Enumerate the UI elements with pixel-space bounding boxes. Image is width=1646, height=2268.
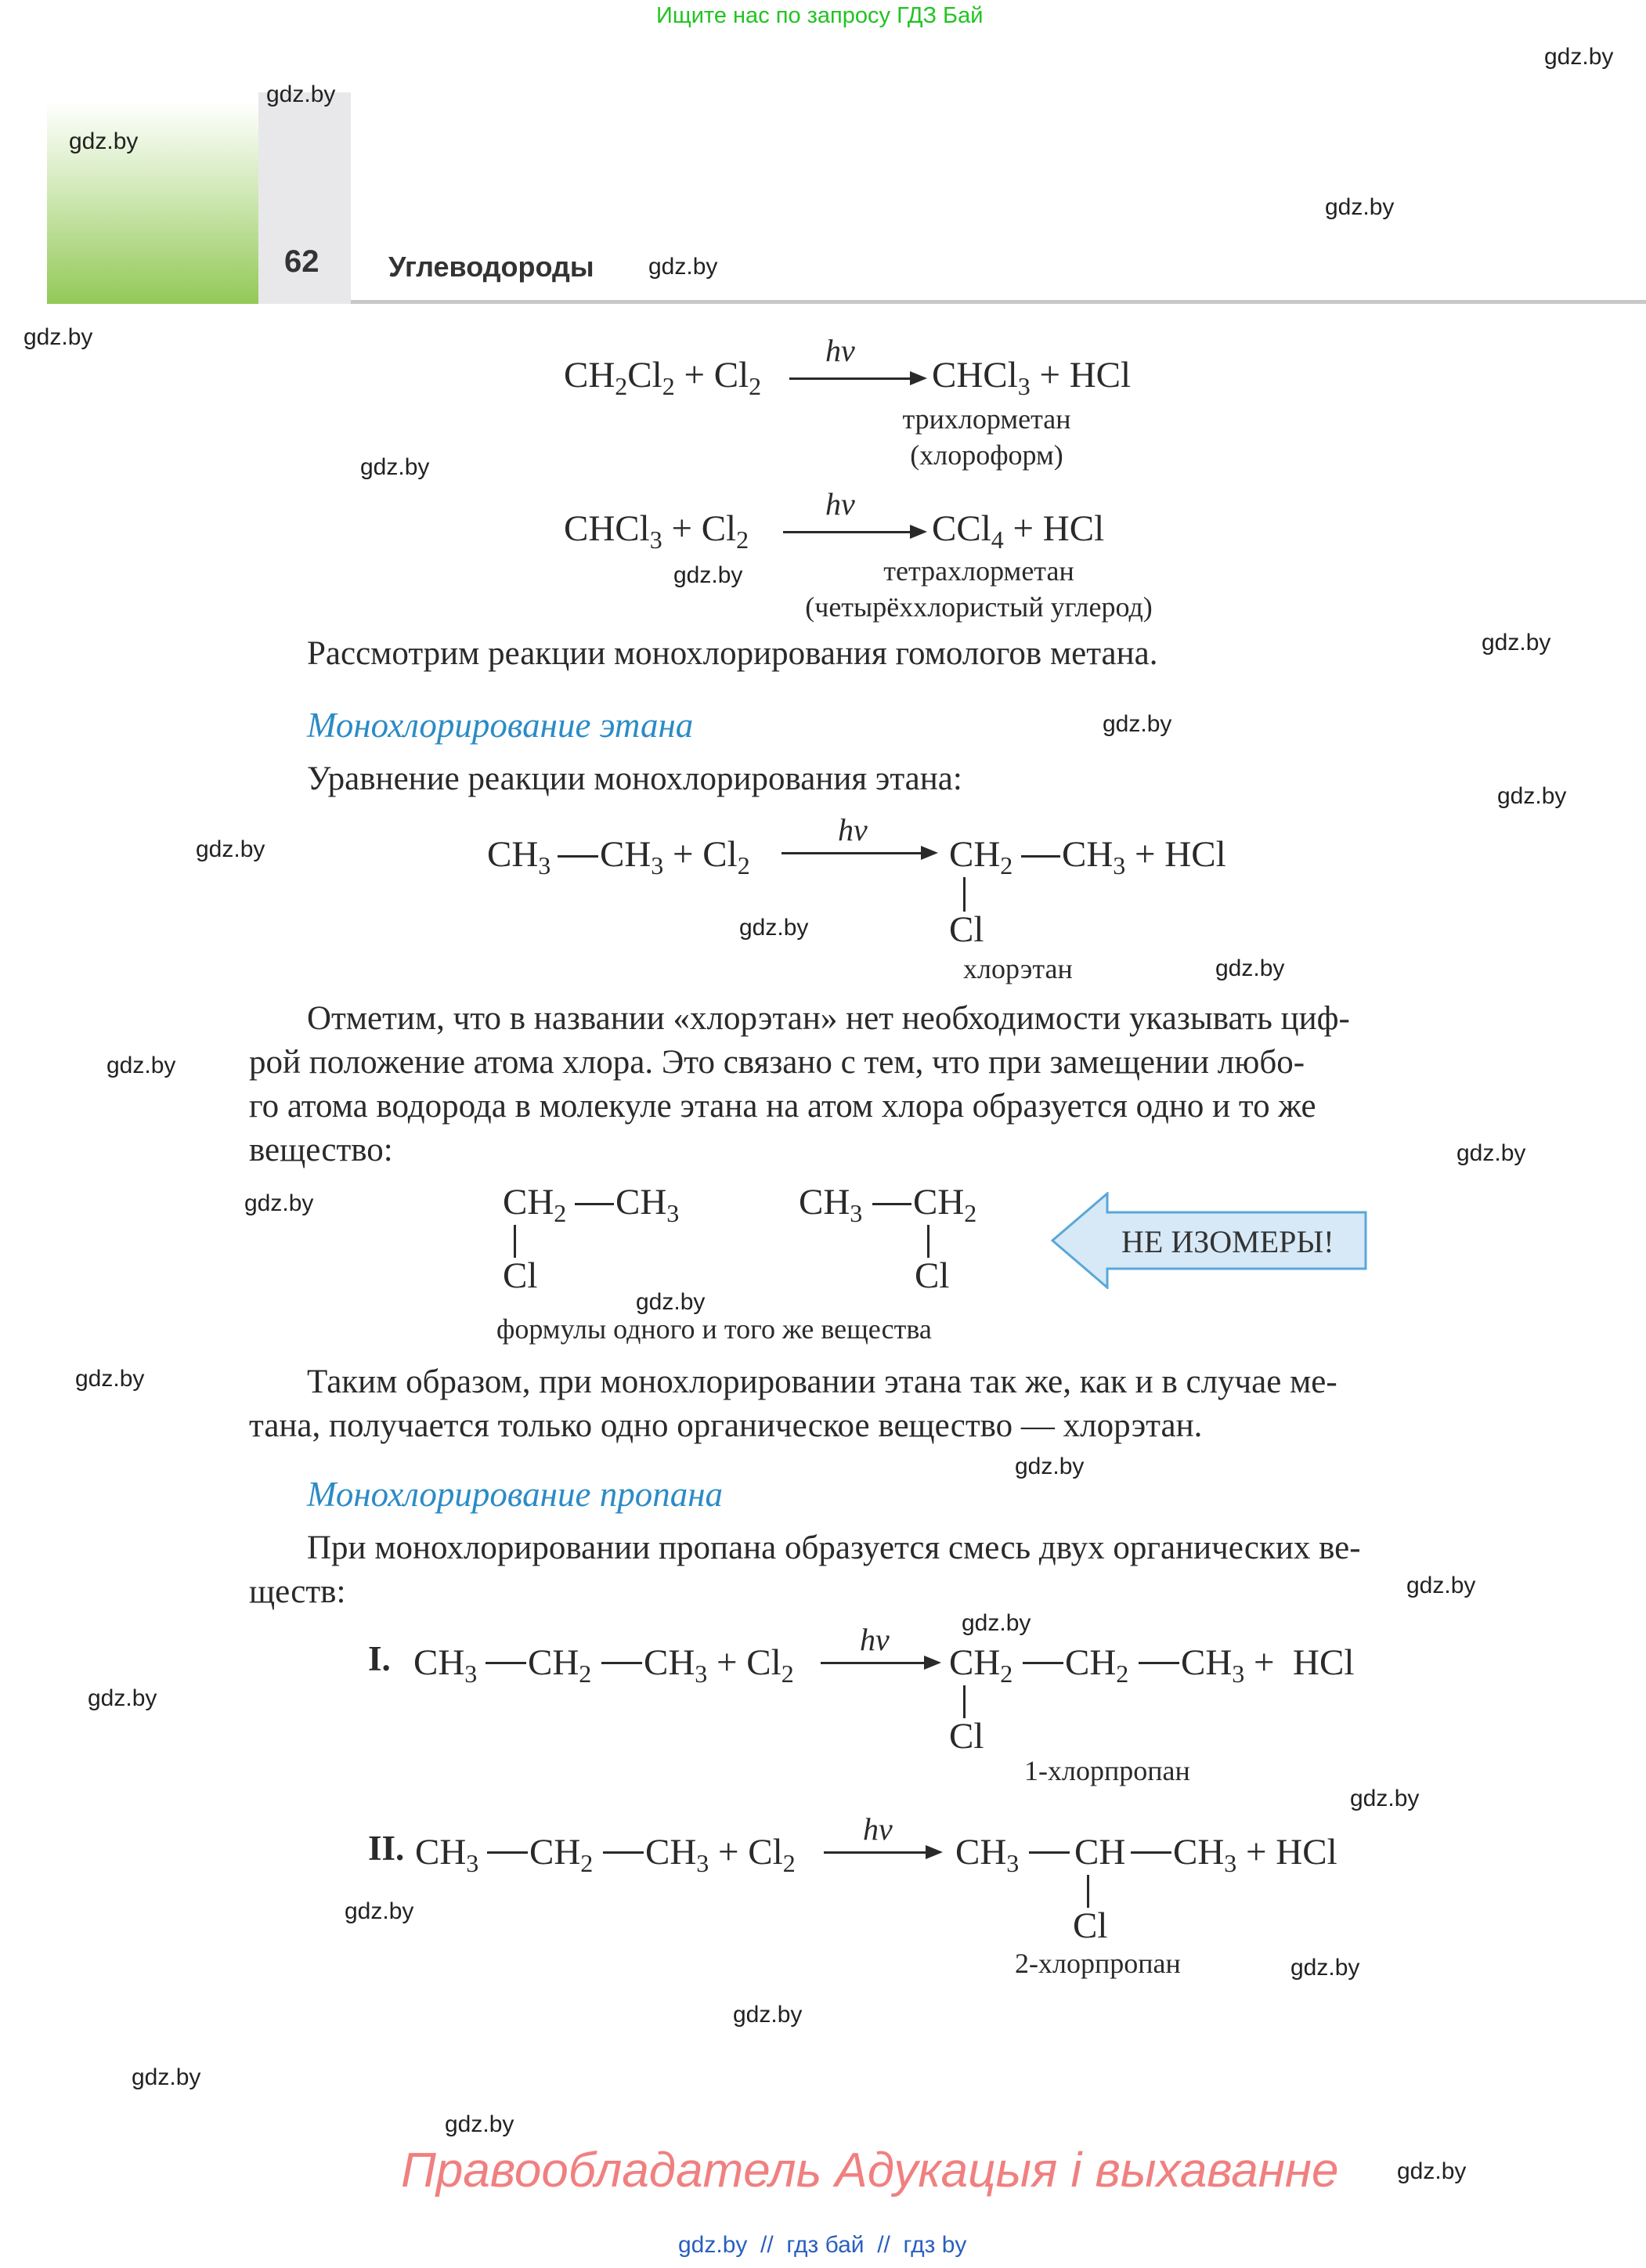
formula-b-cl: Cl	[915, 1255, 950, 1296]
product-ch3: $CH_3$ + HCl	[1181, 1642, 1355, 1688]
watermark: gdz.by	[739, 915, 809, 941]
section-title-ethane: Монохлорирование этана	[307, 706, 694, 745]
watermark: gdz.by	[106, 1053, 176, 1078]
same-substance-caption: формулы одного и того же вещества	[496, 1313, 932, 1345]
watermark: gdz.by	[445, 2111, 514, 2137]
watermark: gdz.by	[1325, 194, 1395, 220]
watermark: gdz.by	[733, 2002, 803, 2028]
condition-hv: hν	[825, 486, 855, 522]
paragraph-line: рой положение атома хлора. Это связано с тем, что при замещении любо-	[249, 1044, 1305, 1081]
equation-2-right: CCl$_4$ + HCl	[932, 508, 1105, 554]
watermark: gdz.by	[1497, 783, 1567, 809]
paragraph-line: ществ:	[249, 1573, 346, 1610]
callout-not-isomers: НЕ ИЗОМЕРЫ!	[1121, 1224, 1334, 1259]
propane-ch3: $CH_3 + Cl_2$	[645, 1832, 796, 1877]
watermark: gdz.by	[1015, 1454, 1085, 1479]
equation-1-right: CHCl$_3$ + HCl	[932, 355, 1132, 400]
watermark: gdz.by	[266, 81, 336, 107]
watermark: gdz.by	[1482, 630, 1551, 655]
formula-a-ch3: $CH_3$	[615, 1182, 680, 1227]
propane-ch3: $CH_3$	[415, 1832, 479, 1877]
product-alt-name-chloroform: (хлороформ)	[910, 439, 1063, 471]
watermark: gdz.by	[1215, 955, 1285, 981]
bond	[575, 1203, 614, 1205]
chloroethane-ch2: $CH_2$	[949, 834, 1013, 879]
watermark: gdz.by	[1397, 2158, 1467, 2184]
reaction-arrowhead	[910, 371, 927, 385]
reaction-arrow	[824, 1851, 927, 1854]
formula-a-cl: Cl	[503, 1255, 538, 1296]
reaction-label-II: II.	[368, 1829, 405, 1868]
reaction-arrow	[821, 1662, 926, 1664]
vertical-bond	[963, 877, 966, 912]
product-ch2: $CH_2$	[949, 1642, 1013, 1688]
formula-b-ch3: $CH_3$	[799, 1182, 863, 1227]
page-number: 62	[284, 244, 319, 279]
vertical-bond	[963, 1685, 966, 1718]
watermark: gdz.by	[1290, 1955, 1360, 1981]
equation-1-left: $CH_2Cl_2 + Cl_2$	[564, 355, 762, 400]
condition-hv: hν	[863, 1811, 893, 1847]
paragraph-line: го атома водорода в молекуле этана на атом хлора образуется одно и то же	[249, 1088, 1316, 1125]
bond	[558, 855, 598, 858]
product-ch2: $CH_2$	[1065, 1642, 1129, 1688]
top-banner: Ищите нас по запросу ГДЗ Бай	[656, 3, 984, 28]
formula-a-ch2: $CH_2$	[503, 1182, 567, 1227]
reaction-arrowhead	[921, 846, 938, 860]
chlorine-atom: Cl	[949, 1716, 984, 1757]
reaction-label-I: I.	[368, 1639, 391, 1678]
product-ch3: $CH_3$	[955, 1832, 1020, 1877]
bond	[601, 1662, 642, 1664]
bond	[487, 1851, 528, 1854]
bond	[1023, 1662, 1063, 1664]
paragraph-line: тана, получается только одно органическое вещество — хлорэтан.	[249, 1407, 1203, 1444]
chloroethane-ch3: $CH_3$ + HCl	[1062, 834, 1226, 879]
paragraph-line: При монохлорировании пропана образуется смесь двух органических ве-	[307, 1529, 1361, 1566]
watermark: gdz.by	[1456, 1140, 1526, 1166]
vertical-bond	[927, 1225, 929, 1258]
bond	[1029, 1851, 1070, 1854]
product-name-trichloromethane: трихлорметан	[902, 403, 1071, 435]
watermark: gdz.by	[1103, 711, 1172, 737]
product-name-1-chloropropane: 1-хлорпропан	[1024, 1755, 1190, 1786]
section-title-propane: Монохлорирование пропана	[307, 1475, 724, 1514]
watermark: gdz.by	[636, 1289, 706, 1315]
product-ch3: $CH_3$ + HCl	[1173, 1832, 1337, 1877]
reaction-arrow	[781, 852, 922, 854]
watermark: gdz.by	[23, 324, 93, 350]
product-name-chloroethane: хлорэтан	[963, 953, 1073, 984]
product-ch: CH	[1074, 1832, 1126, 1873]
paragraph-line: Таким образом, при монохлорировании этана так же, как и в случае ме-	[307, 1363, 1337, 1400]
chlorine-atom: Cl	[949, 909, 984, 950]
watermark: gdz.by	[1544, 44, 1614, 70]
footer-rights-holder: Правообладатель Адукацыя і выхаванне	[401, 2143, 1339, 2198]
watermark: gdz.by	[88, 1685, 157, 1711]
bond	[872, 1203, 911, 1205]
bond	[485, 1662, 526, 1664]
watermark: gdz.by	[75, 1366, 145, 1392]
chlorine-atom: Cl	[1073, 1905, 1108, 1946]
bond	[1021, 855, 1060, 858]
watermark: gdz.by	[1406, 1573, 1476, 1598]
watermark: gdz.by	[132, 2064, 201, 2090]
footer-links[interactable]: gdz.by // гдз бай // гдз by	[678, 2232, 967, 2258]
product-alt-name-carbon-tetrachloride: (четырёххлористый углерод)	[805, 591, 1153, 623]
watermark: gdz.by	[962, 1610, 1031, 1636]
header-rule	[351, 300, 1646, 304]
propane-ch3: $CH_3$	[413, 1642, 478, 1688]
intro-paragraph: Рассмотрим реакции монохлорирования гомологов метана.	[307, 635, 1158, 672]
bond	[603, 1851, 644, 1854]
condition-hv: hν	[860, 1622, 890, 1657]
watermark: gdz.by	[69, 128, 139, 154]
condition-hv: hν	[825, 333, 855, 368]
vertical-bond	[514, 1225, 516, 1258]
propane-ch2: $CH_2$	[528, 1642, 592, 1688]
ethane-lead: Уравнение реакции монохлорирования этана:	[307, 760, 962, 797]
bond	[1139, 1662, 1179, 1664]
reaction-arrowhead	[926, 1845, 943, 1859]
watermark: gdz.by	[360, 454, 430, 480]
watermark: gdz.by	[244, 1190, 314, 1216]
vertical-bond	[1087, 1875, 1089, 1908]
reaction-arrowhead	[910, 525, 927, 539]
equation-2-left: CHCl$_3$ + $Cl_2$	[564, 508, 749, 554]
propane-ch2: $CH_2$	[529, 1832, 594, 1877]
watermark: gdz.by	[345, 1898, 414, 1924]
ethane-ch3-left: $CH_3$	[487, 834, 551, 879]
paragraph-line: Отметим, что в названии «хлорэтан» нет необходимости указывать циф-	[307, 1000, 1350, 1037]
formula-b-ch2: $CH_2$	[913, 1182, 977, 1227]
paragraph-line: вещество:	[249, 1132, 393, 1168]
propane-ch3: $CH_3 + Cl_2$	[644, 1642, 794, 1688]
bond	[1131, 1851, 1171, 1854]
watermark: gdz.by	[673, 562, 743, 588]
running-title: Углеводороды	[388, 251, 594, 283]
product-name-tetrachloromethane: тетрахлорметан	[883, 555, 1074, 587]
reaction-arrow	[783, 531, 913, 533]
watermark: gdz.by	[196, 836, 265, 862]
watermark: gdz.by	[648, 254, 718, 280]
reaction-arrowhead	[924, 1656, 941, 1670]
watermark: gdz.by	[1350, 1786, 1420, 1811]
product-name-2-chloropropane: 2-хлорпропан	[1015, 1948, 1181, 1979]
ethane-ch3-right: $CH_3 + Cl_2$	[600, 834, 750, 879]
reaction-arrow	[789, 377, 913, 380]
condition-hv: hν	[838, 812, 868, 847]
